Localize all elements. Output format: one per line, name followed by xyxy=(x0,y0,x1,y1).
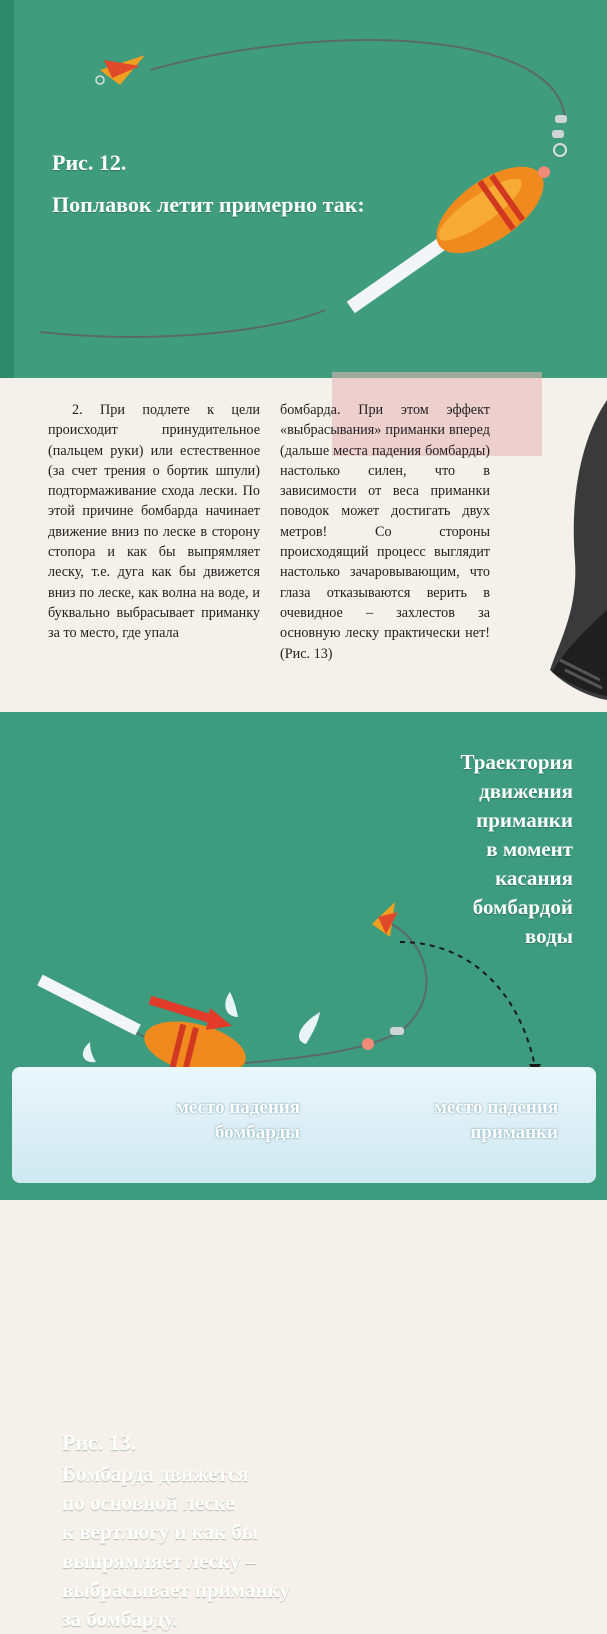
swivel-icon xyxy=(552,115,567,156)
figure-12-panel xyxy=(0,0,607,378)
figure-12-caption: Поплавок летит примерно так: xyxy=(52,192,365,217)
fly-lure-icon xyxy=(96,55,145,85)
figure-13-caption: Бомбарда движется по основной леске к вертлюгу и как бы выпрямляет леску – выбрасывает приманку за бомбарду. xyxy=(62,1462,290,1631)
boot-image xyxy=(540,380,607,710)
bombard-landing-label: место падения бомбарды xyxy=(175,1097,300,1143)
trajectory-label: Траектория движения приманки в момент касания бомбардой воды xyxy=(460,750,573,948)
figure-12-illustration xyxy=(0,0,607,378)
fly-lure-icon xyxy=(372,902,398,937)
figure-12-number: Рис. 12. xyxy=(52,150,127,175)
figure-13-number: Рис. 13. xyxy=(62,1430,137,1455)
float-icon xyxy=(334,144,567,332)
lure-landing-label: место падения приманки xyxy=(433,1097,558,1143)
body-text-column-2: бомбарда. При этом эффект «выбрасывания» приманки вперед (дальше места падения бомбарды) настолько силен, что в зависимости от веса приманки поводок может достигать двух метров! Со стороны происходящий процесс выглядит настолько зачаровывающим, что глаза отказываются верить в очевидное – захлестов за основную леску практически нет! (Рис. 13) xyxy=(280,402,490,662)
body-text-column-1: 2. При подлете к цели происходит принудительное (пальцем руки) или естественное (за счет трения о бортик шпули) подтормаживание схода лески. По этой причине бомбарда начинает движение вниз по леске в сторону стопора и как бы выпрямляет леску, т.е. дуга как бы движется вниз по леске, как волна на воде, и буквально выбрасывает приманку за то место, где упала xyxy=(48,402,260,642)
